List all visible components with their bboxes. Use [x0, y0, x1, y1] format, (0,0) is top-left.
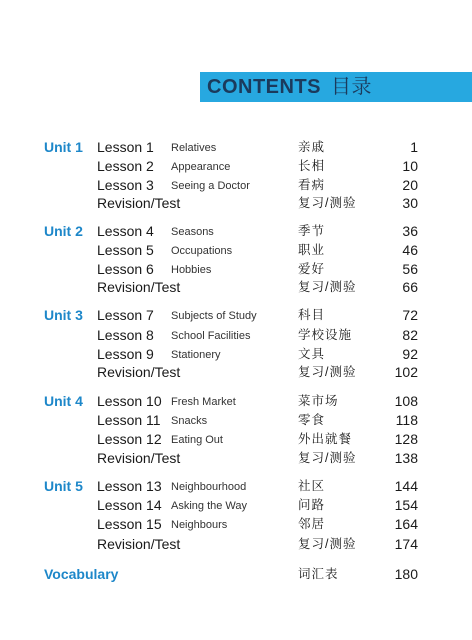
toc-row-lesson-1[interactable]	[0, 137, 472, 157]
revision-label-zh: 复习/测验	[298, 537, 357, 551]
lesson-topic: Appearance	[171, 161, 231, 173]
lesson-topic: Neighbourhood	[171, 481, 247, 493]
toc-row-revision-unit-3[interactable]	[0, 362, 472, 382]
lesson-topic-zh: 爱好	[298, 262, 326, 276]
page-number: 30	[402, 195, 418, 211]
unit-label: Unit 5	[44, 478, 83, 494]
lesson-topic-zh: 科目	[298, 308, 326, 322]
toc-row-lesson-11[interactable]	[0, 410, 472, 430]
lesson-topic: Relatives	[171, 142, 217, 154]
revision-label: Revision/Test	[97, 195, 181, 211]
lesson-number: Lesson 3	[97, 177, 154, 193]
lesson-topic: Asking the Way	[171, 500, 248, 512]
page-number: 56	[402, 261, 418, 277]
revision-label-zh: 复习/测验	[298, 365, 357, 379]
lesson-topic-zh: 文具	[298, 347, 326, 361]
revision-label-zh: 复习/测验	[298, 196, 357, 210]
unit-label: Unit 1	[44, 139, 83, 155]
lesson-topic-zh: 看病	[298, 178, 326, 192]
lesson-number: Lesson 14	[97, 497, 162, 513]
lesson-topic-zh: 季节	[298, 224, 326, 238]
page-number: 138	[394, 450, 418, 466]
lesson-topic-zh: 菜市场	[298, 394, 339, 408]
revision-label: Revision/Test	[97, 279, 181, 295]
lesson-topic-zh: 外出就餐	[298, 432, 353, 446]
lesson-topic: Subjects of Study	[171, 310, 257, 322]
lesson-number: Lesson 2	[97, 158, 154, 174]
toc-row-lesson-7[interactable]	[0, 305, 472, 325]
toc-row-lesson-6[interactable]	[0, 259, 472, 279]
revision-label: Revision/Test	[97, 450, 181, 466]
page-number: 66	[402, 279, 418, 295]
lesson-topic: Fresh Market	[171, 396, 236, 408]
lesson-number: Lesson 12	[97, 431, 162, 447]
page-number: 82	[402, 327, 418, 343]
page-number: 174	[394, 536, 418, 552]
lesson-number: Lesson 15	[97, 516, 162, 532]
toc-row-lesson-12[interactable]	[0, 429, 472, 449]
unit-label: Unit 4	[44, 393, 83, 409]
page-number: 1	[410, 139, 418, 155]
revision-label: Revision/Test	[97, 364, 181, 380]
toc-row-lesson-15[interactable]	[0, 514, 472, 534]
lesson-number: Lesson 9	[97, 346, 154, 362]
lesson-topic-zh: 学校设施	[298, 328, 353, 342]
toc-row-lesson-4[interactable]	[0, 221, 472, 241]
page-number: 180	[394, 566, 418, 582]
toc-row-vocabulary[interactable]	[0, 564, 472, 584]
lesson-topic: Neighbours	[171, 519, 228, 531]
toc-row-revision-unit-2[interactable]	[0, 277, 472, 297]
page-number: 102	[394, 364, 418, 380]
lesson-number: Lesson 6	[97, 261, 154, 277]
contents-title-zh: 目录	[331, 76, 372, 98]
lesson-topic-zh: 亲戚	[298, 140, 326, 154]
lesson-number: Lesson 11	[97, 412, 161, 428]
lesson-topic: Occupations	[171, 245, 233, 257]
toc-row-lesson-3[interactable]	[0, 175, 472, 195]
revision-label-zh: 复习/测验	[298, 280, 357, 294]
toc-row-lesson-10[interactable]	[0, 391, 472, 411]
lesson-topic-zh: 问路	[298, 498, 326, 512]
lesson-topic-zh: 邻居	[298, 517, 326, 531]
page-number: 92	[402, 346, 418, 362]
page-number: 154	[394, 497, 418, 513]
lesson-number: Lesson 13	[97, 478, 162, 494]
revision-label: Revision/Test	[97, 536, 181, 552]
toc-row-lesson-2[interactable]	[0, 156, 472, 176]
toc-row-lesson-14[interactable]	[0, 495, 472, 515]
lesson-topic-zh: 长相	[298, 159, 326, 173]
toc-row-lesson-9[interactable]	[0, 344, 472, 364]
unit-label: Unit 2	[44, 223, 83, 239]
lesson-topic: Snacks	[171, 415, 208, 427]
page-number: 46	[402, 242, 418, 258]
page-number: 20	[402, 177, 418, 193]
lesson-topic: Hobbies	[171, 264, 212, 276]
toc-row-lesson-13[interactable]	[0, 476, 472, 496]
vocabulary-label: Vocabulary	[44, 566, 119, 582]
lesson-topic: School Facilities	[171, 330, 251, 342]
lesson-number: Lesson 10	[97, 393, 162, 409]
toc-row-lesson-5[interactable]	[0, 240, 472, 260]
toc-row-revision-unit-1[interactable]	[0, 193, 472, 213]
vocabulary-label-zh: 词汇表	[298, 567, 339, 581]
lesson-number: Lesson 8	[97, 327, 154, 343]
page-number: 72	[402, 307, 418, 323]
toc-row-revision-unit-5[interactable]	[0, 534, 472, 554]
page-number: 164	[394, 516, 418, 532]
contents-title-en: CONTENTS	[207, 76, 321, 98]
lesson-topic-zh: 职业	[298, 243, 326, 257]
page-number: 144	[394, 478, 418, 494]
lesson-number: Lesson 7	[97, 307, 154, 323]
unit-label: Unit 3	[44, 307, 83, 323]
lesson-topic-zh: 零食	[298, 413, 326, 427]
contents-title	[207, 72, 372, 102]
lesson-topic: Eating Out	[171, 434, 223, 446]
revision-label-zh: 复习/测验	[298, 451, 357, 465]
lesson-number: Lesson 1	[97, 139, 154, 155]
page-number: 10	[402, 158, 418, 174]
lesson-topic: Seasons	[171, 226, 214, 238]
page-number: 118	[395, 412, 418, 428]
lesson-topic: Stationery	[171, 349, 221, 361]
toc-row-revision-unit-4[interactable]	[0, 448, 472, 468]
lesson-topic-zh: 社区	[298, 479, 326, 493]
lesson-number: Lesson 5	[97, 242, 154, 258]
page-number: 36	[402, 223, 418, 239]
toc-row-lesson-8[interactable]	[0, 325, 472, 345]
lesson-topic: Seeing a Doctor	[171, 180, 250, 192]
page-number: 108	[394, 393, 418, 409]
page-number: 128	[394, 431, 418, 447]
lesson-number: Lesson 4	[97, 223, 154, 239]
